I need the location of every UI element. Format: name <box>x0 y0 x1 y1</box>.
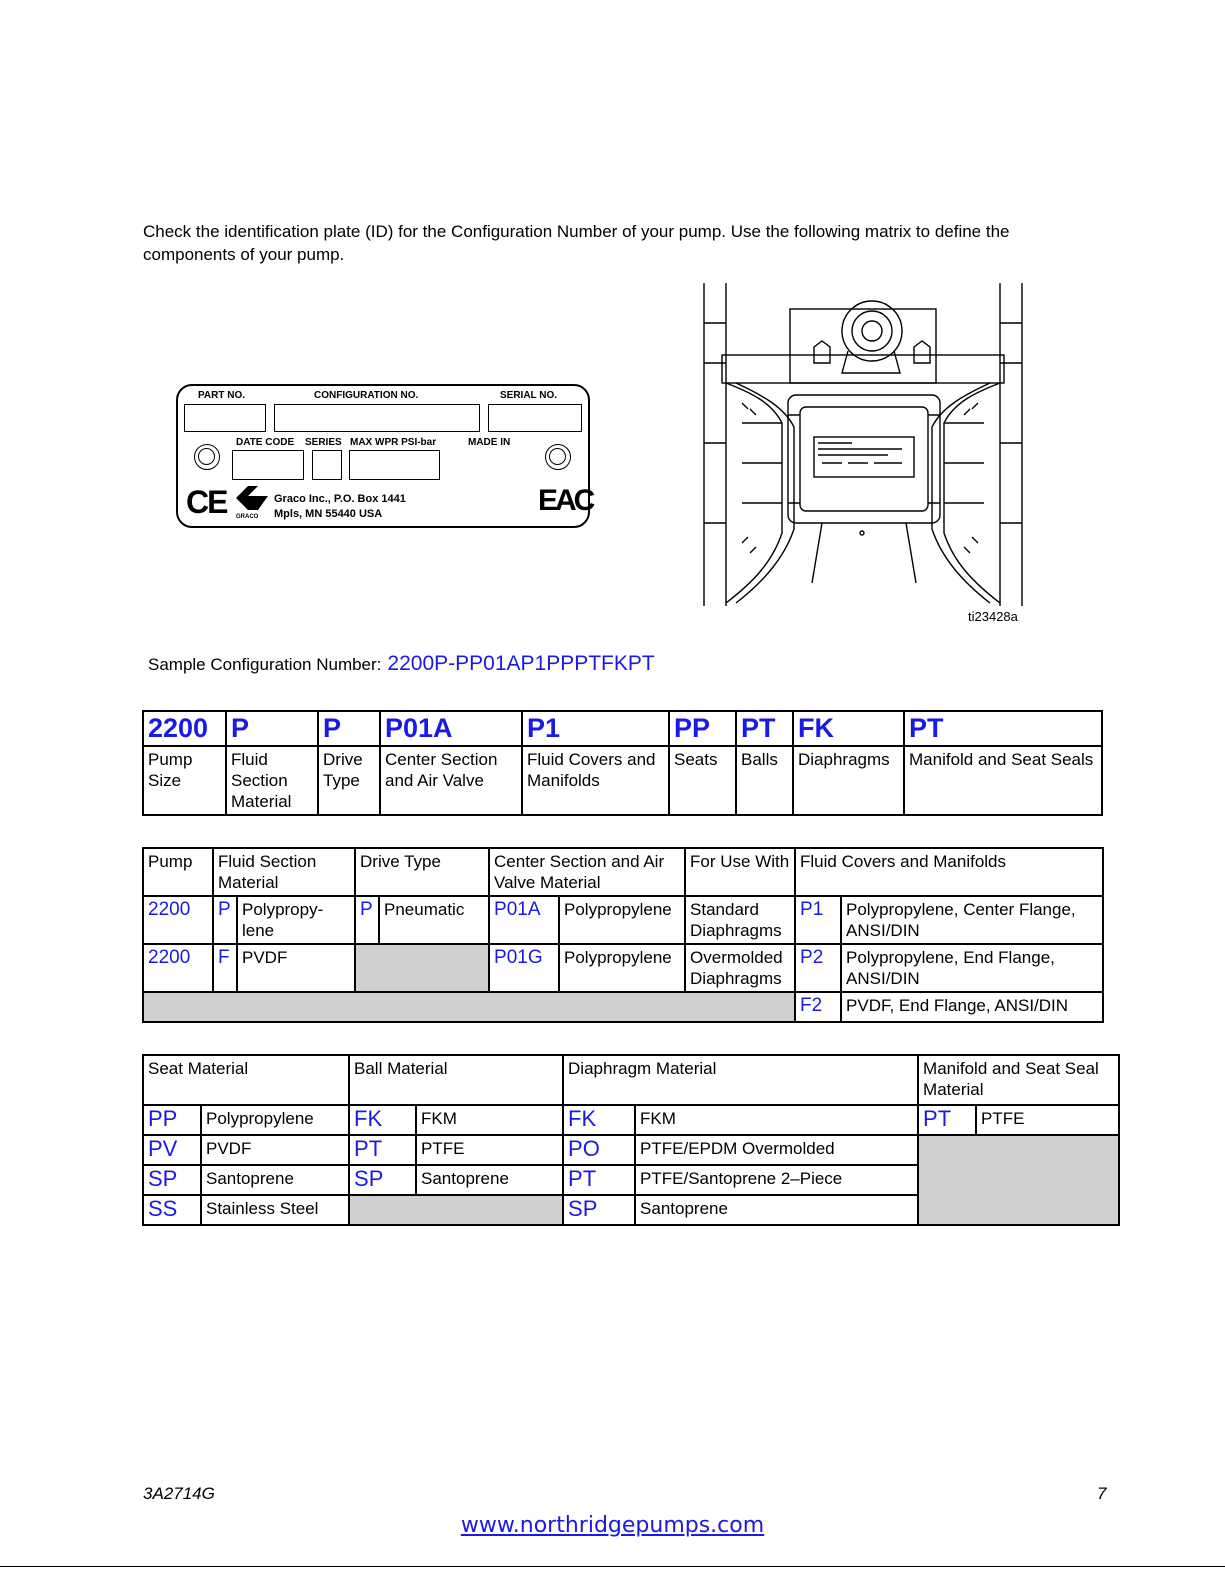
sample-label: Sample Configuration Number: <box>148 655 382 674</box>
seat-desc: Santoprene <box>201 1165 349 1195</box>
series-label: SERIES <box>305 437 342 448</box>
header-center-section: Center Section and Air Valve Material <box>489 848 685 896</box>
config-no-label: CONFIGURATION NO. <box>314 390 419 401</box>
for-use-with: Overmolded Diaphragms <box>685 944 795 992</box>
ball-desc: Santoprene <box>416 1165 563 1195</box>
breakdown-code: P <box>318 711 380 746</box>
fluid-section-desc: PVDF <box>237 944 355 992</box>
breakdown-desc: Fluid Section Material <box>226 746 318 815</box>
fluid-covers-desc: Polypropylene, Center Flange, ANSI/DIN <box>841 896 1103 944</box>
empty-cell <box>355 944 489 992</box>
diaphragm-desc: Santoprene <box>635 1195 918 1225</box>
breakdown-code: P01A <box>380 711 522 746</box>
graco-wordmark: GRACO <box>236 514 259 520</box>
header-drive-type: Drive Type <box>355 848 489 896</box>
pump-section-table <box>142 847 1104 1023</box>
breakdown-code: PP <box>669 711 736 746</box>
ball-desc: PTFE <box>416 1135 563 1165</box>
seat-code: SS <box>143 1195 201 1225</box>
breakdown-desc: Fluid Covers and Manifolds <box>522 746 669 815</box>
date-code-box <box>232 450 304 480</box>
part-no-label: PART NO. <box>198 390 246 401</box>
seat-desc: Stainless Steel <box>201 1195 349 1225</box>
breakdown-code-row <box>143 711 1102 746</box>
ball-code: SP <box>349 1165 416 1195</box>
breakdown-desc-row <box>143 746 1102 815</box>
header-manifold: Manifold and Seat Seal Material <box>918 1055 1119 1105</box>
empty-cell <box>349 1195 563 1225</box>
address-line-2: Mpls, MN 55440 USA <box>274 508 383 520</box>
seat-code: SP <box>143 1165 201 1195</box>
max-wpr-label: MAX WPR PSI-bar <box>350 437 437 448</box>
seat-desc: Polypropylene <box>201 1105 349 1135</box>
id-plate <box>176 384 593 528</box>
mounting-hole-right <box>545 444 571 470</box>
center-section-code: P01A <box>489 896 559 944</box>
table-row <box>143 992 1103 1022</box>
fluid-covers-code: P2 <box>795 944 841 992</box>
fluid-covers-desc: PVDF, End Flange, ANSI/DIN <box>841 992 1103 1022</box>
table-row <box>143 896 1103 944</box>
page-number: 7 <box>1097 1484 1107 1503</box>
fluid-covers-code: P1 <box>795 896 841 944</box>
breakdown-code: FK <box>793 711 904 746</box>
breakdown-desc: Center Section and Air Valve <box>380 746 522 815</box>
empty-cell <box>918 1135 1119 1225</box>
website-link[interactable]: www.northridgepumps.com <box>460 1513 765 1538</box>
made-in-label: MADE IN <box>468 437 511 448</box>
drive-type-code: P <box>355 896 379 944</box>
center-section-desc: Polypropylene <box>559 944 685 992</box>
breakdown-code: PT <box>736 711 793 746</box>
table2-header-row <box>143 848 1103 896</box>
header-seat: Seat Material <box>143 1055 349 1105</box>
seat-code: PV <box>143 1135 201 1165</box>
header-diaphragm: Diaphragm Material <box>563 1055 918 1105</box>
drive-type-desc: Pneumatic <box>379 896 489 944</box>
header-for-use-with: For Use With <box>685 848 795 896</box>
website-footer <box>0 1513 1225 1538</box>
diaphragm-code: SP <box>563 1195 635 1225</box>
breakdown-desc: Balls <box>736 746 793 815</box>
eac-mark: EAC <box>538 484 593 517</box>
seat-code: PP <box>143 1105 201 1135</box>
part-no-box <box>184 404 266 432</box>
table3-header-row <box>143 1055 1119 1105</box>
fluid-covers-code: F2 <box>795 992 841 1022</box>
ball-code: PT <box>349 1135 416 1165</box>
header-ball: Ball Material <box>349 1055 563 1105</box>
header-fluid-covers: Fluid Covers and Manifolds <box>795 848 1103 896</box>
ball-code: FK <box>349 1105 416 1135</box>
breakdown-desc: Drive Type <box>318 746 380 815</box>
breakdown-code: PT <box>904 711 1102 746</box>
fluid-section-desc: Polypropy-lene <box>237 896 355 944</box>
intro-text: Check the identification plate (ID) for the Configuration Number of your pump. Use the following matrix to define the components of your pump. <box>143 222 1010 264</box>
diaphragm-code: PO <box>563 1135 635 1165</box>
serial-no-label: SERIAL NO. <box>500 390 558 401</box>
fluid-covers-desc: Polypropylene, End Flange, ANSI/DIN <box>841 944 1103 992</box>
serial-no-box <box>488 404 582 432</box>
breakdown-code: P1 <box>522 711 669 746</box>
pump-code: 2200 <box>143 944 213 992</box>
pump-drawing <box>702 283 1024 606</box>
address-line-1: Graco Inc., P.O. Box 1441 <box>274 493 406 505</box>
materials-table <box>142 1054 1120 1226</box>
breakdown-desc: Manifold and Seat Seals <box>904 746 1102 815</box>
ball-desc: FKM <box>416 1105 563 1135</box>
figure-id: ti23428a <box>968 609 1018 624</box>
sample-value: 2200P-PP01AP1PPPTFKPT <box>387 652 655 675</box>
document-number: 3A2714G <box>143 1484 215 1503</box>
center-section-code: P01G <box>489 944 559 992</box>
empty-cell <box>143 992 795 1022</box>
diaphragm-desc: PTFE/EPDM Overmolded <box>635 1135 918 1165</box>
diaphragm-code: PT <box>563 1165 635 1195</box>
table-row <box>143 1105 1119 1135</box>
breakdown-code: 2200 <box>143 711 226 746</box>
manifold-desc: PTFE <box>976 1105 1119 1135</box>
diaphragm-desc: FKM <box>635 1105 918 1135</box>
max-wpr-box <box>349 450 440 480</box>
for-use-with: Standard Diaphragms <box>685 896 795 944</box>
manifold-code: PT <box>918 1105 976 1135</box>
breakdown-desc: Seats <box>669 746 736 815</box>
breakdown-desc: Diaphragms <box>793 746 904 815</box>
sample-configuration <box>148 652 655 676</box>
diaphragm-code: FK <box>563 1105 635 1135</box>
ce-mark: CE <box>186 484 227 520</box>
header-pump: Pump <box>143 848 213 896</box>
fluid-section-code: P <box>213 896 237 944</box>
seat-desc: PVDF <box>201 1135 349 1165</box>
series-box <box>312 450 342 480</box>
table-row <box>143 1135 1119 1165</box>
breakdown-code: P <box>226 711 318 746</box>
config-breakdown-table <box>142 710 1103 816</box>
graco-logo-icon <box>234 484 270 512</box>
header-fluid-section: Fluid Section Material <box>213 848 355 896</box>
breakdown-desc: Pump Size <box>143 746 226 815</box>
date-code-label: DATE CODE <box>236 437 295 448</box>
mounting-hole-left <box>194 444 220 470</box>
center-section-desc: Polypropylene <box>559 896 685 944</box>
pump-code: 2200 <box>143 896 213 944</box>
bottom-divider <box>0 1566 1225 1567</box>
table-row <box>143 944 1103 992</box>
diaphragm-desc: PTFE/Santoprene 2–Piece <box>635 1165 918 1195</box>
config-no-box <box>274 404 480 432</box>
fluid-section-code: F <box>213 944 237 992</box>
